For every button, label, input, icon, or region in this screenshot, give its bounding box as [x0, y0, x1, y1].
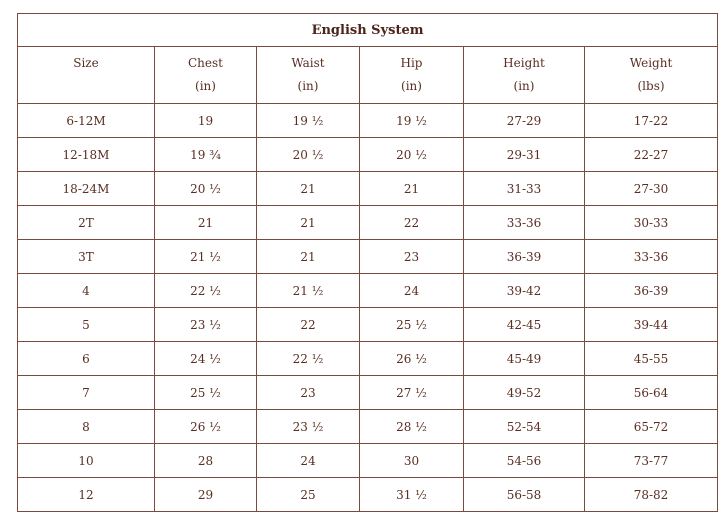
column-header-unit: (in): [513, 79, 535, 93]
table-cell-chest: 22 ½: [155, 274, 257, 308]
column-header-label: Chest: [188, 56, 223, 70]
table-cell-chest: 21 ½: [155, 240, 257, 274]
table-cell-size: 4: [18, 274, 155, 308]
table-cell-weight: 17-22: [585, 104, 718, 138]
table-cell-chest: 19 ¾: [155, 138, 257, 172]
table-cell-chest: 21: [155, 206, 257, 240]
table-cell-waist: 21 ½: [257, 274, 360, 308]
table-row: [18, 172, 718, 206]
table-cell-weight: 30-33: [585, 206, 718, 240]
table-cell-waist: 25: [257, 478, 360, 512]
table-cell-height: 27-29: [464, 104, 585, 138]
table-row: [18, 274, 718, 308]
table-cell-chest: 26 ½: [155, 410, 257, 444]
table-cell-hip: 19 ½: [360, 104, 464, 138]
size-chart: [17, 13, 717, 512]
column-header-chest: [155, 47, 257, 104]
table-row: [18, 342, 718, 376]
table-cell-waist: 23 ½: [257, 410, 360, 444]
table-row: [18, 104, 718, 138]
table-cell-weight: 65-72: [585, 410, 718, 444]
table-cell-waist: 22: [257, 308, 360, 342]
table-cell-weight: 36-39: [585, 274, 718, 308]
table-cell-chest: 20 ½: [155, 172, 257, 206]
column-header-waist: [257, 47, 360, 104]
table-cell-weight: 45-55: [585, 342, 718, 376]
column-header-label: Waist: [291, 56, 325, 70]
table-cell-size: 6-12M: [18, 104, 155, 138]
table-cell-chest: 23 ½: [155, 308, 257, 342]
column-header-unit: (in): [195, 79, 216, 93]
table-cell-chest: 24 ½: [155, 342, 257, 376]
table-cell-hip: 30: [360, 444, 464, 478]
table-cell-waist: 20 ½: [257, 138, 360, 172]
table-cell-waist: 21: [257, 206, 360, 240]
table-cell-waist: 21: [257, 240, 360, 274]
table-cell-hip: 31 ½: [360, 478, 464, 512]
table-cell-height: 54-56: [464, 444, 585, 478]
table-cell-height: 36-39: [464, 240, 585, 274]
table-cell-hip: 27 ½: [360, 376, 464, 410]
table-cell-weight: 22-27: [585, 138, 718, 172]
table-row: [18, 308, 718, 342]
table-cell-size: 12: [18, 478, 155, 512]
table-cell-hip: 21: [360, 172, 464, 206]
column-header-height: [464, 47, 585, 104]
table-row: [18, 240, 718, 274]
table-row: [18, 138, 718, 172]
table-cell-size: 2T: [18, 206, 155, 240]
table-cell-size: 7: [18, 376, 155, 410]
column-header-label: Hip: [400, 56, 423, 70]
table-cell-chest: 19: [155, 104, 257, 138]
table-cell-hip: 20 ½: [360, 138, 464, 172]
table-cell-weight: 78-82: [585, 478, 718, 512]
table-cell-size: 18-24M: [18, 172, 155, 206]
table-row: [18, 444, 718, 478]
table-cell-hip: 22: [360, 206, 464, 240]
table-cell-weight: 56-64: [585, 376, 718, 410]
table-cell-size: 12-18M: [18, 138, 155, 172]
table-cell-weight: 27-30: [585, 172, 718, 206]
table-cell-size: 6: [18, 342, 155, 376]
table-cell-height: 49-52: [464, 376, 585, 410]
column-header-weight: [585, 47, 718, 104]
table-cell-height: 31-33: [464, 172, 585, 206]
table-cell-hip: 24: [360, 274, 464, 308]
table-cell-size: 10: [18, 444, 155, 478]
table-cell-size: 3T: [18, 240, 155, 274]
column-header-unit: (in): [297, 79, 319, 93]
table-cell-size: 5: [18, 308, 155, 342]
table-body: [18, 104, 718, 512]
table-row: [18, 410, 718, 444]
table-cell-waist: 22 ½: [257, 342, 360, 376]
table-cell-waist: 23: [257, 376, 360, 410]
column-header-label: Size: [73, 56, 99, 70]
table-cell-height: 56-58: [464, 478, 585, 512]
table-cell-weight: 73-77: [585, 444, 718, 478]
table-cell-chest: 28: [155, 444, 257, 478]
size-table: [17, 13, 718, 512]
table-cell-waist: 19 ½: [257, 104, 360, 138]
table-cell-height: 45-49: [464, 342, 585, 376]
column-header-size: [18, 47, 155, 104]
table-cell-height: 33-36: [464, 206, 585, 240]
table-cell-height: 39-42: [464, 274, 585, 308]
column-header-label: Weight: [629, 56, 673, 70]
header-row: [18, 47, 718, 104]
table-cell-hip: 25 ½: [360, 308, 464, 342]
table-row: [18, 376, 718, 410]
table-cell-hip: 23: [360, 240, 464, 274]
table-cell-chest: 25 ½: [155, 376, 257, 410]
table-cell-hip: 26 ½: [360, 342, 464, 376]
table-row: [18, 206, 718, 240]
table-cell-weight: 33-36: [585, 240, 718, 274]
table-cell-height: 42-45: [464, 308, 585, 342]
table-title: English System: [18, 14, 718, 47]
table-cell-size: 8: [18, 410, 155, 444]
column-header-hip: [360, 47, 464, 104]
table-cell-chest: 29: [155, 478, 257, 512]
table-cell-waist: 24: [257, 444, 360, 478]
column-header-label: Height: [503, 56, 545, 70]
table-cell-height: 52-54: [464, 410, 585, 444]
table-cell-height: 29-31: [464, 138, 585, 172]
table-cell-waist: 21: [257, 172, 360, 206]
column-header-unit: (in): [401, 79, 422, 93]
table-row: [18, 478, 718, 512]
column-header-unit: (lbs): [637, 79, 665, 93]
table-cell-hip: 28 ½: [360, 410, 464, 444]
table-cell-weight: 39-44: [585, 308, 718, 342]
